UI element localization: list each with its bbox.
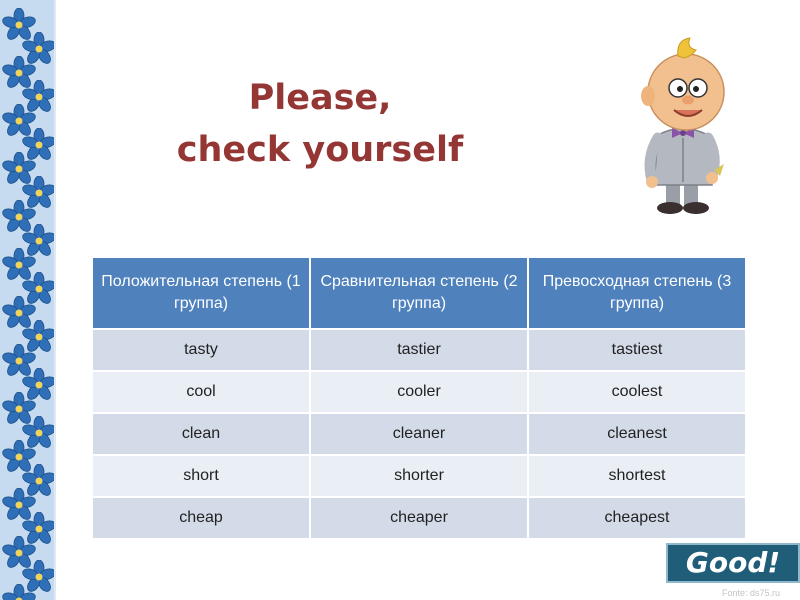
flower-icon [22, 128, 56, 162]
table-cell: clean [92, 413, 310, 455]
table-row [92, 497, 746, 539]
table-cell: cooler [310, 371, 528, 413]
table-cell: cleaner [310, 413, 528, 455]
table-cell: shortest [528, 455, 746, 497]
title-line-1: Please, [248, 78, 392, 118]
cartoon-boy-icon [620, 30, 750, 215]
title-line-2: check yourself [176, 130, 464, 170]
table-cell: cool [92, 371, 310, 413]
table-cell: cleanest [528, 413, 746, 455]
table-cell: tasty [92, 329, 310, 371]
flower-icon [22, 512, 56, 546]
table-cell: tastiest [528, 329, 746, 371]
table-cell: tastier [310, 329, 528, 371]
flower-icon [22, 368, 56, 402]
table-row [92, 329, 746, 371]
table-row [92, 413, 746, 455]
table-cell: cheap [92, 497, 310, 539]
flower-icon [22, 464, 56, 498]
flower-icon [22, 32, 56, 66]
header-superlative-degree: Превосходная степень (3 группа) [528, 257, 746, 329]
flower-icon [22, 176, 56, 210]
flower-icon [22, 560, 56, 594]
flower-icon [22, 80, 56, 114]
flower-icon [22, 224, 56, 258]
credit-text: Fonte: ds75.ru [722, 588, 781, 598]
table-cell: cheaper [310, 497, 528, 539]
table-row [92, 371, 746, 413]
table-cell: cheapest [528, 497, 746, 539]
table-cell: short [92, 455, 310, 497]
table-header-row [92, 257, 746, 329]
flower-icon [22, 416, 56, 450]
table-cell: coolest [528, 371, 746, 413]
table-cell: shorter [310, 455, 528, 497]
flower-icon [22, 272, 56, 306]
flower-border [0, 0, 56, 600]
page-title [150, 72, 490, 176]
table-row [92, 455, 746, 497]
flower-icon [22, 320, 56, 354]
comparison-table [91, 256, 747, 540]
header-comparative-degree: Сравнительная степень (2 группа) [310, 257, 528, 329]
good-badge: Good! [666, 543, 800, 583]
header-positive-degree: Положительная степень (1 группа) [92, 257, 310, 329]
